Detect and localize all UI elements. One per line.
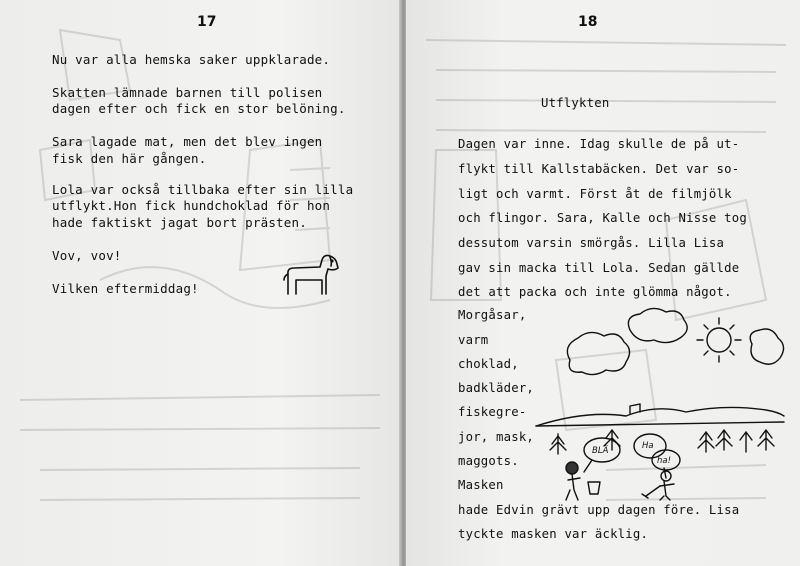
dog-drawing	[282, 250, 342, 302]
text-line: Nu var alla hemska saker uppklarade.	[52, 52, 331, 67]
text-line: ligt och varmt. Först åt de filmjölk	[458, 187, 732, 201]
speech-text: ha!	[657, 456, 672, 466]
text-line: Morgåsar,	[458, 308, 527, 322]
outing-illustration	[526, 300, 788, 500]
text-line: badkläder,	[458, 381, 535, 395]
text-line: fisk den här gången.	[52, 151, 207, 166]
speech-text: Ha	[642, 441, 654, 451]
cloud-drawing	[750, 329, 783, 364]
child-drawing	[642, 471, 674, 500]
text-line: gav sin macka till Lola. Sedan gällde	[458, 261, 740, 275]
text-line: Skatten lämnade barnen till polisen	[52, 85, 323, 100]
text-line: tyckte masken var äcklig.	[458, 527, 649, 541]
text-line: och flingor. Sara, Kalle och Nisse tog	[458, 211, 747, 225]
text-line: det att packa och inte glömma något.	[458, 285, 732, 299]
text-line: hade Edvin grävt upp dagen före. Lisa	[458, 503, 740, 517]
text-line: varm	[458, 333, 489, 347]
page-number: 17	[197, 14, 217, 30]
chapter-heading: Utflykten	[541, 96, 610, 110]
sun-drawing	[697, 318, 741, 362]
text-line: fiskegre-	[458, 405, 527, 419]
text-line: utflykt.Hon fick hundchoklad för hon	[52, 198, 331, 213]
right-page	[406, 0, 800, 566]
text-line: maggots.	[458, 454, 519, 468]
text-line: Masken	[458, 478, 504, 492]
cloud-drawing	[567, 332, 629, 374]
text-line: dagen efter och fick en stor belöning.	[52, 101, 346, 116]
child-drawing	[566, 462, 580, 500]
text-line: choklad,	[458, 357, 519, 371]
text-line: Vilken eftermiddag!	[52, 281, 199, 296]
text-line: flykt till Kallstabäcken. Det var so-	[458, 162, 740, 176]
text-line: dessutom varsin smörgås. Lilla Lisa	[458, 236, 725, 250]
text-line: Lola var också tillbaka efter sin lilla	[52, 182, 354, 197]
text-line: jor, mask,	[458, 430, 535, 444]
text-line: Dagen var inne. Idag skulle de på ut-	[458, 137, 740, 151]
text-line: Sara lagade mat, men det blev ingen	[52, 134, 323, 149]
speech-text: BLÄ	[592, 446, 609, 456]
text-line: hade faktiskt jagat bort prästen.	[52, 215, 307, 230]
page-number: 18	[578, 14, 598, 30]
text-line: Vov, vov!	[52, 248, 122, 263]
cloud-drawing	[628, 308, 687, 342]
